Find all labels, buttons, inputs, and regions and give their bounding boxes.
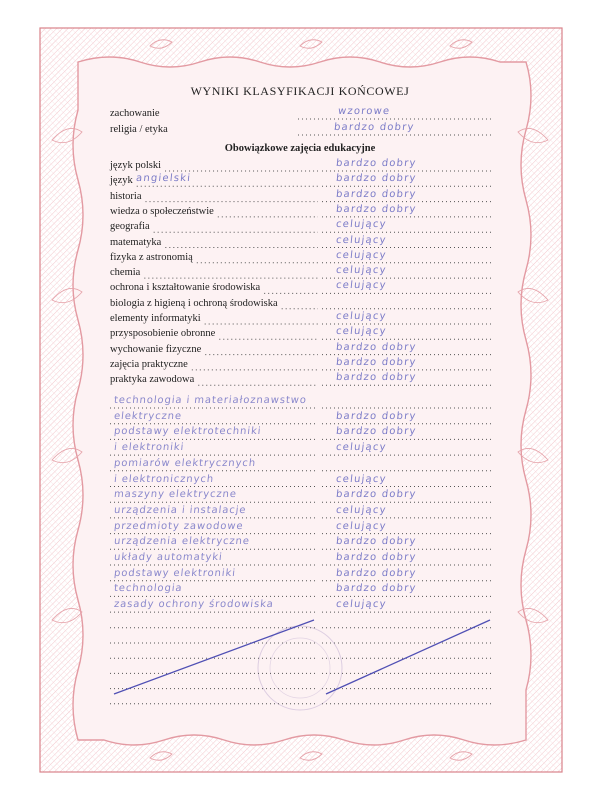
cancellation-line — [114, 620, 314, 694]
subject-grade: bardzo dobry — [335, 173, 418, 185]
vocational-subject: urządzenia elektryczne — [113, 536, 251, 548]
cancellation-line — [326, 620, 490, 694]
religion-label: religia / etyka — [110, 124, 168, 135]
subject-label: język polski — [110, 160, 162, 171]
subject-label: zajęcia praktyczne — [110, 358, 188, 370]
language-name-handwritten: angielski — [135, 173, 192, 185]
vocational-grade: celujący — [335, 504, 388, 516]
vocational-subject: i elektronicznych — [113, 473, 215, 485]
subject-grade: bardzo dobry — [335, 372, 418, 384]
subject-label: język — [110, 175, 133, 187]
subject-label: ochrona i kształtowanie środowiska — [110, 282, 261, 294]
subject-grade: bardzo dobry — [335, 158, 418, 169]
subject-grade: celujący — [335, 280, 388, 292]
subject-label: geografia — [110, 221, 150, 233]
subject-label: chemia — [110, 267, 141, 279]
vocational-subject: elektryczne — [113, 410, 183, 422]
subject-grade: bardzo dobry — [335, 203, 418, 215]
vocational-grade: bardzo dobry — [335, 567, 418, 579]
vocational-subject: podstawy elektroniki — [113, 567, 237, 579]
subject-label: biologia z higieną i ochroną środowiska — [110, 297, 278, 309]
subject-grade: celujący — [335, 326, 388, 338]
vocational-subject: urządzenia i instalacje — [113, 504, 247, 516]
subject-grade: celujący — [335, 265, 388, 277]
subject-grade: celujący — [335, 234, 388, 246]
vocational-subject: podstawy elektrotechniki — [113, 426, 262, 438]
subject-label: elementy informatyki — [110, 313, 201, 324]
vocational-subject: i elektroniki — [113, 442, 185, 454]
vocational-subject: pomiarów elektrycznych — [113, 457, 257, 469]
behavior-label: zachowanie — [110, 108, 160, 119]
subject-grade: bardzo dobry — [335, 188, 418, 200]
subject-label: wiedza o społeczeństwie — [110, 205, 214, 217]
subject-grade: celujący — [335, 249, 388, 261]
subject-grade: celujący — [335, 219, 388, 231]
vocational-grade: bardzo dobry — [335, 410, 418, 422]
subject-grade: celujący — [335, 311, 388, 322]
document-title: WYNIKI KLASYFIKACJI KOŃCOWEJ — [190, 84, 410, 98]
vocational-subject: technologia — [113, 583, 183, 595]
vocational-grade: celujący — [335, 442, 388, 454]
subject-grade: bardzo dobry — [335, 356, 418, 368]
subject-label: fizyka z astronomią — [110, 251, 193, 263]
section-heading: Obowiązkowe zajęcia edukacyjne — [224, 143, 376, 154]
vocational-subject: układy automatyki — [113, 552, 224, 563]
vocational-grade: bardzo dobry — [335, 536, 418, 548]
vocational-grade: celujący — [335, 520, 388, 532]
vocational-subject: maszyny elektryczne — [113, 489, 238, 501]
subject-label: praktyka zawodowa — [110, 374, 195, 386]
vocational-subject: przedmioty zawodowe — [113, 520, 245, 532]
vocational-subject: zasady ochrony środowiska — [113, 599, 275, 611]
subject-label: historia — [110, 190, 142, 202]
subject-label: wychowanie fizyczne — [110, 343, 202, 355]
subject-label: przysposobienie obronne — [110, 328, 216, 340]
vocational-grade: celujący — [335, 473, 388, 485]
subject-label: matematyka — [110, 236, 162, 248]
subject-grade: bardzo dobry — [335, 341, 418, 353]
vocational-grade: bardzo dobry — [335, 583, 418, 595]
vocational-grade: celujący — [335, 599, 388, 611]
vocational-subject: technologia i materiałoznawstwo — [113, 395, 308, 406]
vocational-grade: bardzo dobry — [335, 552, 418, 563]
behavior-grade: wzorowe — [337, 106, 391, 117]
religion-grade: bardzo dobry — [333, 122, 416, 133]
vocational-grade: bardzo dobry — [335, 426, 418, 438]
vocational-grade: bardzo dobry — [335, 489, 418, 501]
